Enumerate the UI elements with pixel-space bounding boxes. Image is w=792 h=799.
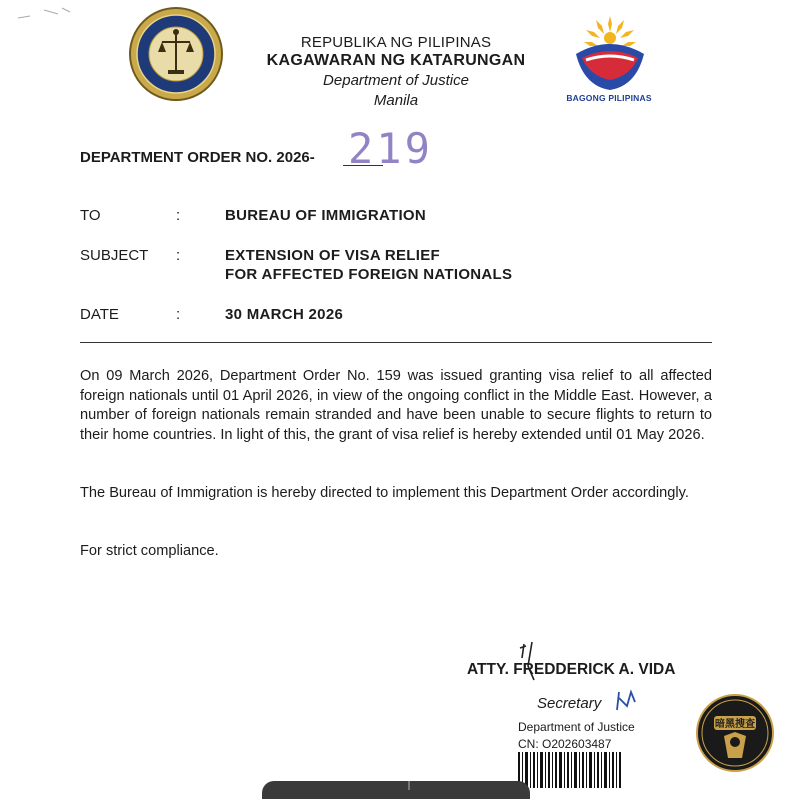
- field-to-value: BUREAU OF IMMIGRATION: [225, 207, 427, 224]
- handwritten-initial-icon: [613, 688, 639, 714]
- doj-seal-icon: [128, 6, 224, 102]
- field-date-label: DATE: [80, 306, 119, 323]
- order-number-label: DEPARTMENT ORDER NO. 2026-: [80, 149, 315, 166]
- header-department-english: Department of Justice: [323, 72, 469, 89]
- scan-mark-icon: [14, 4, 74, 24]
- header-city: Manila: [373, 92, 419, 109]
- field-date-colon: :: [176, 306, 181, 323]
- header-republic: REPUBLIKA NG PILIPINAS: [300, 34, 492, 51]
- field-date-value: 30 MARCH 2026: [225, 306, 344, 323]
- signatory-name: ATTY. FREDDERICK A. VIDA: [467, 661, 676, 678]
- signatory-department: Department of Justice: [518, 720, 635, 734]
- header-department-filipino: KAGAWARAN NG KATARUNGAN: [266, 52, 526, 69]
- bagong-pilipinas-label: BAGONG PILIPINAS: [566, 93, 652, 103]
- order-number-stamp: 219: [348, 124, 433, 173]
- barcode-icon: [518, 752, 622, 788]
- signatory-title: Secretary: [537, 695, 602, 712]
- bottom-overlay-divider: [408, 781, 410, 790]
- body-paragraph-2: The Bureau of Immigration is hereby directed to implement this Department Order accordingly.: [80, 485, 689, 501]
- watermark-badge-icon: [696, 694, 774, 772]
- bagong-pilipinas-logo: [566, 14, 654, 94]
- body-paragraph-3: For strict compliance.: [80, 543, 219, 559]
- field-to-label: TO: [80, 207, 101, 224]
- bottom-overlay-bar: [262, 781, 530, 799]
- header-divider: [80, 342, 712, 343]
- control-number: CN: O202603487: [518, 737, 612, 751]
- watermark-text: 暗黑搜查: [715, 719, 755, 730]
- field-subject-label: SUBJECT: [80, 247, 149, 264]
- body-paragraph-1: On 09 March 2026, Department Order No. 159 was issued granting visa relief to all affected foreign nationals until 01 April 2026, in view of the ongoing conflict in the Middle East. However, a number of foreign nationals remain stranded and have been unable to secure flights to return to their home countries. In light of this, the grant of visa relief is hereby extended until 01 May 2026.: [80, 368, 712, 443]
- field-subject-colon: :: [176, 247, 181, 264]
- field-subject-value-line-2: FOR AFFECTED FOREIGN NATIONALS: [225, 266, 513, 283]
- field-to-colon: :: [176, 207, 181, 224]
- field-subject-value-line-1: EXTENSION OF VISA RELIEF: [225, 247, 441, 264]
